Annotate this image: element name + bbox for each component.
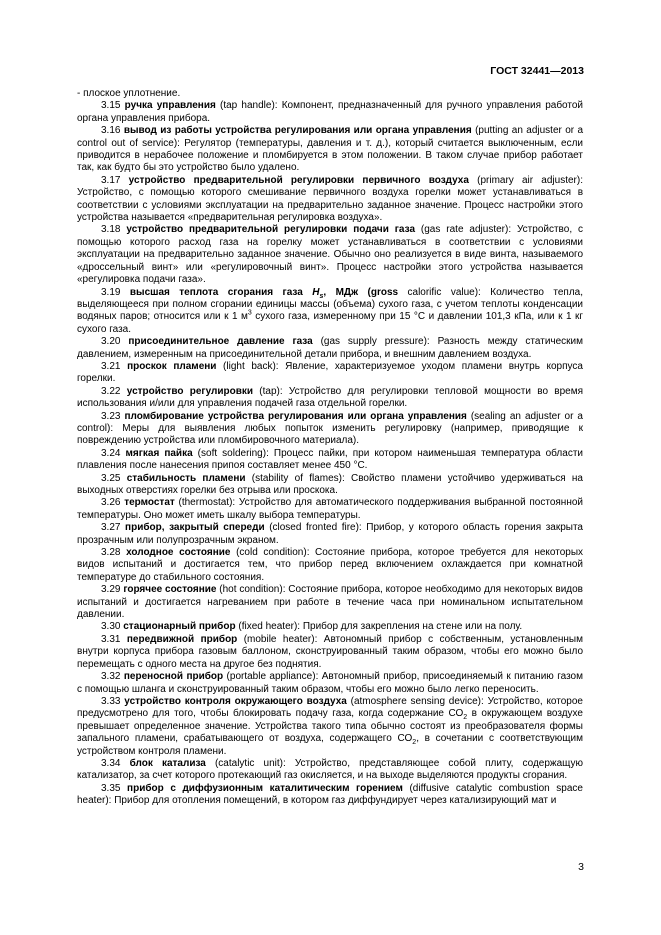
term: мягкая пайка bbox=[125, 447, 193, 459]
term: холодное состояние bbox=[126, 547, 231, 559]
term: ручка управления bbox=[124, 100, 216, 112]
term: пломбирование устройства регулирования или органа управления bbox=[124, 410, 467, 422]
definition-3-20: 3.20 присоединительное давление газа (gas supply pressure): Разность между статическим давлением, измеренным на присоединительной детали прибора, и внешним давлением воздуха. bbox=[77, 336, 584, 360]
term: термостат bbox=[124, 497, 175, 509]
definition-3-34: 3.34 блок катализа (catalytic unit): Устройство, представляющее собой плиту, содержащую катализатор, за счет которого протекающий газ окисляется, и на выходе выделяются продукты сгорания. bbox=[77, 757, 583, 782]
definition-3-29: 3.29 горячее состояние (hot condition): Состояние прибора, которое необходимо для некоторых видов испытаний и достигается нагреванием при работе в течение часа при номинальном испытательном давлении. bbox=[77, 584, 583, 621]
symbol: H bbox=[312, 286, 320, 298]
definition-3-28: 3.28 холодное состояние (cold condition): Состояние прибора, которое требуется для некоторых видов испытаний и достигается тем, что прибор перед включением охлаждается при комнатной температуре до стабильного состояния. bbox=[77, 547, 584, 583]
definition-3-27: 3.27 прибор, закрытый спереди (closed fronted fire): Прибор, у которого область горения закрыта прозрачным или полупрозрачным экраном. bbox=[77, 522, 583, 546]
term: устройство регулировки bbox=[126, 385, 254, 397]
definition-3-24: 3.24 мягкая пайка (soft soldering): Процесс пайки, при котором наименьшая температура области плавления после нанесения припоя составляет менее 450 °С. bbox=[77, 447, 583, 472]
term: устройство контроля окружающего воздуха bbox=[124, 695, 347, 707]
term: устройство предварительной регулировки подачи газа bbox=[126, 224, 416, 236]
definition-3-32: 3.32 переносной прибор (portable appliance): Автономный прибор, присоединяемый к питанию газом с помощью шланга и сконструированный таким образом, чтобы его можно было легко переносить. bbox=[77, 671, 583, 695]
definition-3-16: 3.16 вывод из работы устройства регулирования или органа управления (putting an adjuster or a control out of service): Регулятор (температуры, давления и т. д.), который считается выключенным, если приводится в нерабочее положение и пломбируется в этом положении. В таком случае прибор работает так, как будто бы это устройство было удалено. bbox=[77, 125, 584, 174]
definition-3-15: 3.15 ручка управления (tap handle): Компонент, предназначенный для ручного управления работой органа управления прибора. bbox=[77, 100, 584, 124]
document-standard-number: ГОСТ 32441—2013 bbox=[490, 65, 584, 77]
page-number: 3 bbox=[578, 861, 584, 873]
term: устройство предварительной регулировки первичного воздуха bbox=[128, 174, 469, 186]
definition-3-33: 3.33 устройство контроля окружающего воздуха (atmosphere sensing device): Устройство, которое предусмотрено для того, чтобы блокировать подачу газа, когда содержание $СО_2$ в окружающем воздухе превышает определенное значение. Устройства такого типа обычно состоят из преобразователя формы запального пламени, срабатывающего от воздуха, содержащего $СО_2$, в сочетании с соответствующим устройством контроля пламени. bbox=[77, 695, 584, 757]
list-continuation: - плоское уплотнение. bbox=[77, 88, 181, 99]
term: передвижной прибор bbox=[126, 633, 238, 645]
definition-3-30: 3.30 стационарный прибор (fixed heater): Прибор для закрепления на стене или на полу. bbox=[101, 621, 523, 633]
term: присоединительное давление газа bbox=[128, 336, 313, 348]
definition-3-31: 3.31 передвижной прибор (mobile heater): Автономный прибор с собственным, установленным внутри корпуса прибора газовым баллоном, сконструированный таким образом, чтобы его можно было перемещать с одного места на другое без поднятия. bbox=[77, 633, 583, 670]
term: горячее состояние bbox=[123, 584, 217, 596]
definition-3-18: 3.18 устройство предварительной регулировки подачи газа (gas rate adjuster): Устройство, с помощью которого расход газа на горелку может устанавливаться в соответствии с условиями эксплуатации на предварительно заданное значение. Обычно оно реализуется в виде винта, называемого «дроссельный винт» или «регулировочный винт». Процесс настройки этого устройства называется «регулировка подачи газа». bbox=[77, 224, 583, 286]
term: блок катализа bbox=[129, 757, 206, 769]
term: переносной прибор bbox=[123, 671, 224, 683]
term: вывод из работы устройства регулирования или органа управления bbox=[123, 125, 472, 137]
term: проскок пламени bbox=[127, 360, 217, 372]
definition-3-22: 3.22 устройство регулировки (tap): Устройство для регулировки тепловой мощности во время использования и/или для управления подачей газа отдельной горелки. bbox=[77, 385, 584, 410]
definition-3-17: 3.17 устройство предварительной регулировки первичного воздуха (primary air adjuster): Устройство, с помощью которого смешивание первичного воздуха горелки может устанавливаться в соответствии с условиями эксплуатации на предварительно заданное значение. Процесс настройки этого устройства называется «предварительная регулировка воздуха». bbox=[77, 174, 583, 224]
definition-3-26: 3.26 термостат (thermostat): Устройство для автоматического поддерживания выбранной постоянной температуры. Оно может иметь шкалу выбора температуры. bbox=[77, 497, 584, 521]
definition-3-21: 3.21 проскок пламени (light back): Явление, характеризуемое уходом пламени внутрь корпуса горелки. bbox=[77, 360, 583, 385]
term: прибор с диффузионным каталитическим горением bbox=[127, 782, 403, 794]
definition-3-35: 3.35 прибор с диффузионным каталитическим горением (diffusive catalytic combustion space heater): Прибор для отопления помещений, в котором газ диффундирует через катализирующий мат и bbox=[77, 782, 583, 807]
definition-3-19: 3.19 высшая теплота сгорания газа $H_s$, МДж (gross calorific value): Количество тепла, выделяющееся при полном сгорании единицы массы (объема) сухого газа, с учетом теплоты конденсации водяных паров; относится или к 1 $м^3$ сухого газа, измеренному при 15 °С и давлении 101,3 кПа, или к 1 кг сухого газа. bbox=[77, 286, 584, 335]
definition-3-23: 3.23 пломбирование устройства регулирования или органа управления (sealing an adjuster or a control): Меры для выявления любых попыток изменить регулировку (например, приводящие к повреждению устройства или пломбировочного материала). bbox=[77, 410, 583, 447]
definition-3-25: 3.25 стабильность пламени (stability of flames): Свойство пламени устойчиво удерживаться на выходных отверстиях горелки без отрыва или проскока. bbox=[77, 472, 583, 496]
term: прибор, закрытый спереди bbox=[125, 522, 265, 534]
term: стационарный прибор bbox=[123, 621, 236, 633]
term: стабильность пламени bbox=[126, 472, 246, 484]
document-body bbox=[77, 88, 583, 808]
term: высшая теплота сгорания газа bbox=[129, 286, 303, 298]
